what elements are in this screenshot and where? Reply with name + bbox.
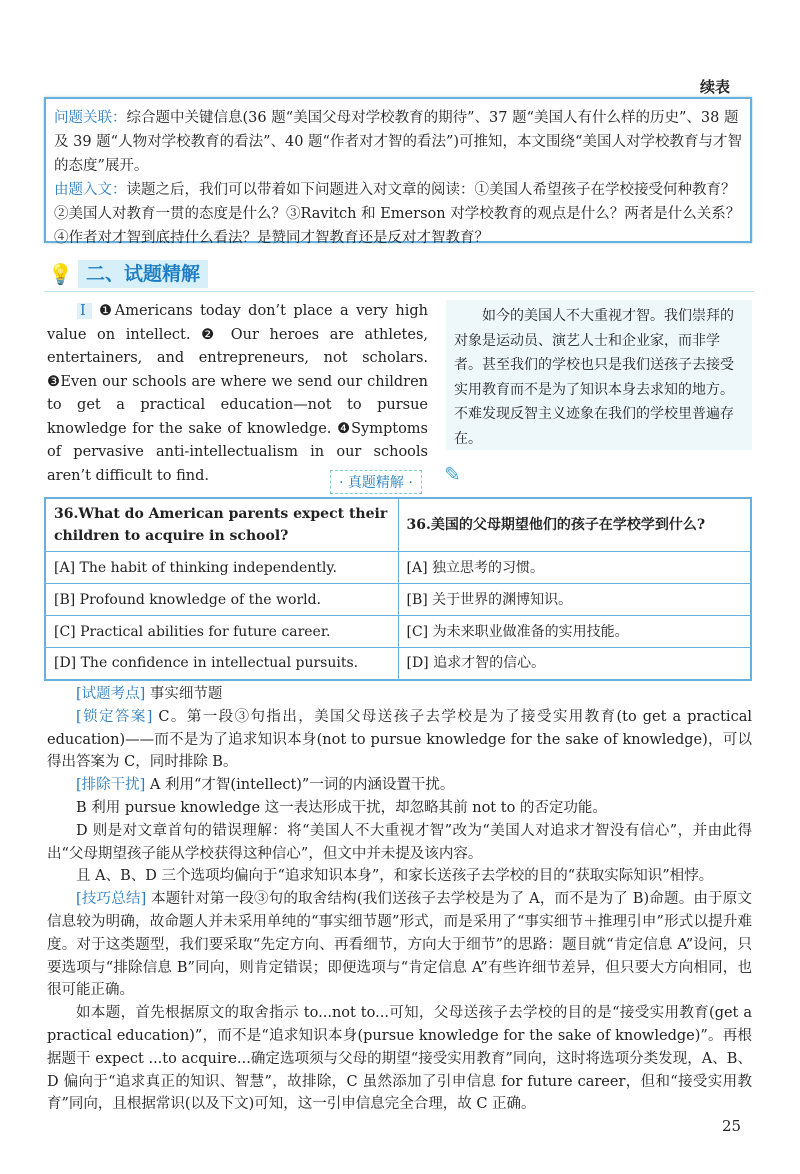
option-en: [C] Practical abilities for future career. (45, 616, 398, 648)
option-zh: [B] 关于世界的渊博知识。 (398, 584, 751, 616)
option-en: [A] The habit of thinking independently. (45, 552, 398, 584)
sentence-1: ❶Americans today don’t place a very high value on intellect. (47, 303, 429, 343)
analysis-para: D 则是对文章首句的错误理解：将“美国人不大重视才智”改为“美国人对追求才智没有信心”，并由此得出“父母期望孩子能从学校获得这种信心”，但文中并未提及该内容。 (47, 822, 752, 862)
table-row (45, 584, 751, 616)
reading-guide-para (54, 178, 742, 250)
question-en: 36.What do American parents expect their children to acquire in school? (45, 498, 398, 552)
analysis-para (47, 706, 752, 774)
question-link-text: 综合题中关键信息(36 题“美国父母对学校教育的期待”、37 题“美国人有什么样的历史”、38 题及 39 题“人物对学校教育的看法”、40 题“作者对才智的看法”)可推知，本文围绕“美国人对学校教育与才智的态度”展开。 (54, 110, 742, 174)
tag-distractors: [排除干扰] (76, 777, 146, 794)
page-number: 25 (722, 1117, 742, 1135)
continued-label: 续表 (699, 78, 730, 96)
paragraph-marker: Ⅰ (77, 303, 92, 319)
table-row (45, 552, 751, 584)
tag-skills: [技巧总结] (76, 891, 147, 908)
passage-translation: 如今的美国人不大重视才智。我们崇拜的对象是运动员、演艺人士和企业家，而非学者。甚至我们的学校也只是我们送孩子去接受实用教育而不是为了知识本身去求知的地方。不难发现反智主义迹象在我们的学校里普遍存在。 (446, 300, 752, 450)
analysis-para (47, 774, 752, 797)
option-zh: [C] 为未来职业做准备的实用技能。 (398, 616, 751, 648)
table-row (45, 648, 751, 680)
analysis (47, 683, 752, 1116)
question-zh: 36.美国的父母期望他们的孩子在学校学到什么? (398, 498, 751, 552)
reading-guide-label: 由题入文： (54, 182, 127, 198)
section-title: 二、试题精解 (78, 260, 208, 288)
sentence-4: ❹Symptoms of pervasive anti-intellectualism in our schools aren’t difficult to find. (47, 420, 428, 484)
lightbulb-icon: 💡 (48, 262, 73, 286)
analysis-para: 如本题，首先根据原文的取舍指示 to...not to...可知，父母送孩子去学校的目的是“接受实用教育(get a practical education)”，而不是“追求知识本身(pursue knowledge for the sake of knowledge)”。再根据题干 expect ...to acquire...确定选项须与父母的期望“接受实用教育”同向，这时将选项分类发现，A、B、D 偏向于“追求真正的知识、智慧”，故排除，C 虽然添加了引申信息 for future career，但和“接受实用教育”同向，且根据常识(以及下文)可知，这一引申信息完全合理，故 C 正确。 (47, 1005, 752, 1113)
analysis-text: A 利用“才智(intellect)”一词的内涵设置干扰。 (145, 777, 455, 794)
analysis-text: 本题针对第一段③句的取舍结构(我们送孩子去学校是为了 A，而不是为了 B)命题。由于原文信息较为明确，故命题人并未采用单纯的“事实细节题”形式，而是采用了“事实细节＋推理引申”形式以提升难度。对于这类题型，我们要采取“先定方向、再看细节，方向大于细节”的思路：题目就“肯定信息 A”设问，只要选项与“排除信息 B”同向，则肯定错误；即便选项与“肯定信息 A”有些许细节差异，但只要大方向相同，也很可能正确。 (47, 891, 752, 999)
option-en: [B] Profound knowledge of the world. (45, 584, 398, 616)
option-en: [D] The confidence in intellectual pursuits. (45, 648, 398, 680)
analysis-para: 且 A、B、D 三个选项均偏向于“追求知识本身”，和家长送孩子去学校的目的“获取实际知识”相悖。 (76, 868, 714, 885)
analysis-para: B 利用 pursue knowledge 这一表达形成干扰，却忽略其前 not to 的否定功能。 (76, 799, 607, 816)
sentence-3: ❸Even our schools are where we send our children to get a practical education—not to pursue knowledge for the sake of knowledge. (47, 373, 428, 437)
table-header-row (45, 498, 751, 552)
subheading: · 真题精解 · (330, 470, 422, 494)
table-row (45, 616, 751, 648)
pen-icon: ✎ (444, 462, 461, 486)
tag-answer: [锁定答案] (76, 708, 153, 725)
analysis-text: C。第一段③句指出，美国父母送孩子去学校是为了接受实用教育(to get a practical education)——而不是为了追求知识本身(not to pursue knowledge for the sake of knowledge)，可以得出答案为 C，同时排除 B。 (47, 708, 752, 771)
passage-english (47, 300, 428, 488)
question-table (44, 497, 752, 681)
analysis-para (47, 888, 752, 1002)
analysis-text: 事实细节题 (145, 686, 223, 702)
sentence-2: ❷ Our heroes are athletes, entertainers, and entrepreneurs, not scholars. (47, 326, 429, 366)
tag-test-point: [试题考点] (76, 686, 146, 702)
section-header (44, 260, 754, 292)
info-box (44, 97, 752, 246)
question-link-label: 问题关联： (54, 110, 127, 126)
question-link-para (54, 106, 742, 178)
option-zh: [A] 独立思考的习惯。 (398, 552, 751, 584)
reading-guide-text: 读题之后，我们可以带着如下问题进入对文章的阅读：①美国人希望孩子在学校接受何种教育？②美国人对教育一贯的态度是什么？③Ravitch 和 Emerson 对学校教育的观点是什么？两者是什么关系？④作者对才智到底持什么看法？是赞同才智教育还是反对才智教育？ (54, 182, 741, 246)
option-zh: [D] 追求才智的信心。 (398, 648, 751, 680)
analysis-para (47, 683, 752, 706)
